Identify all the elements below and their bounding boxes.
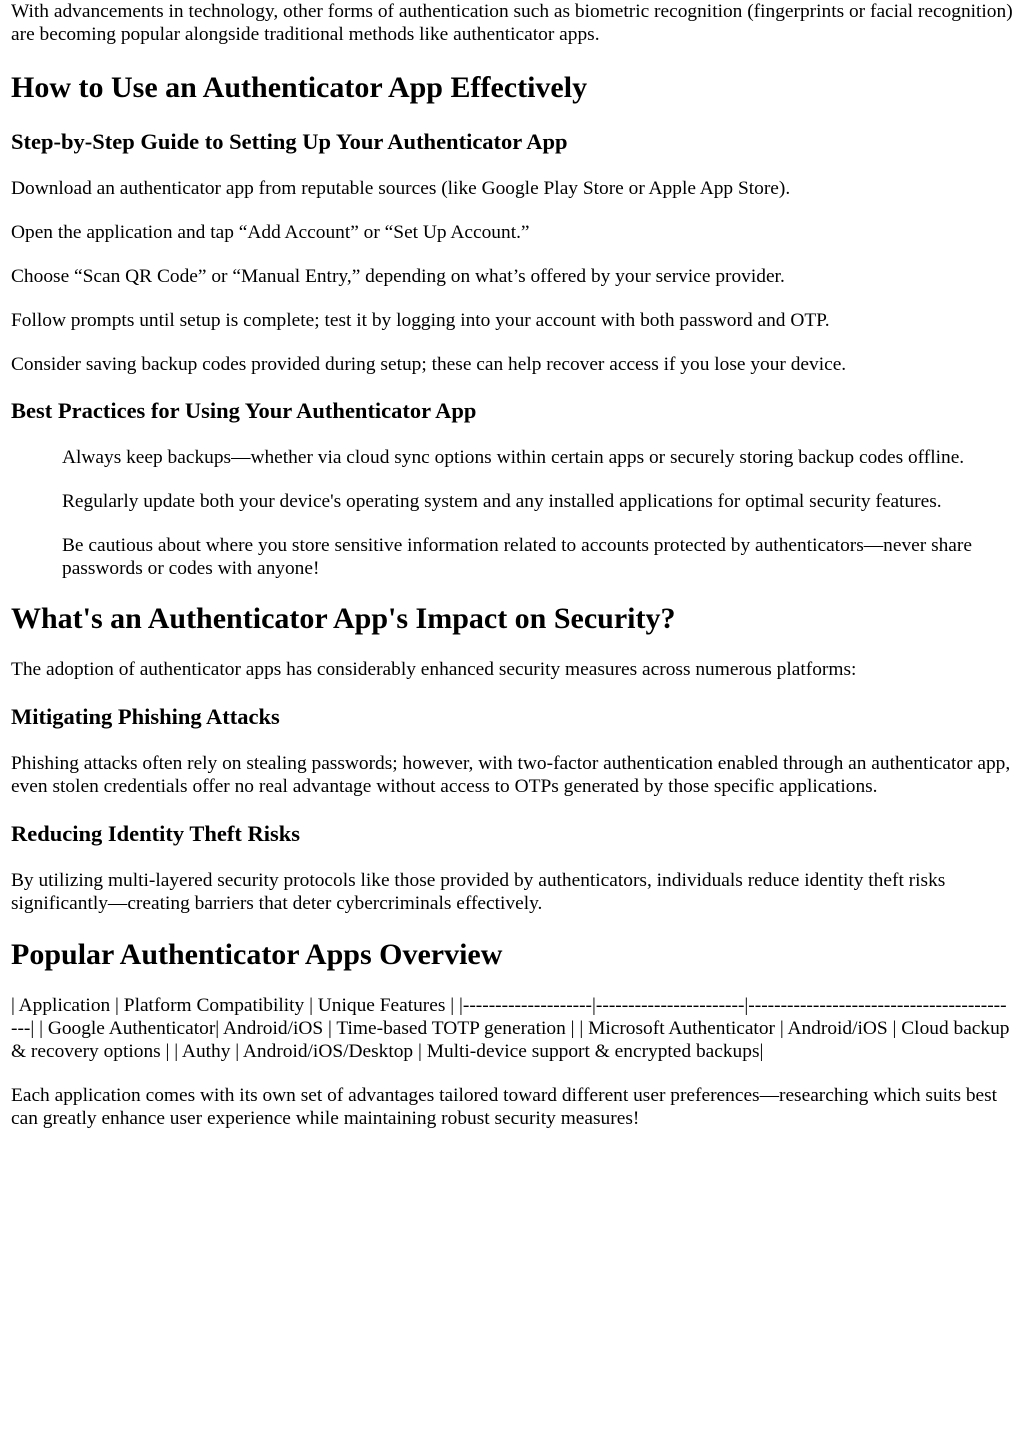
best-practices-quote xyxy=(11,446,1013,580)
best-practice-item: Be cautious about where you store sensitive information related to accounts protected by authenticators—never share passwords or codes with anyone! xyxy=(62,535,972,579)
section-heading-impact: What's an Authenticator App's Impact on Security? xyxy=(11,602,676,635)
setup-step: Consider saving backup codes provided during setup; these can help recover access if you lose your device. xyxy=(11,354,847,375)
setup-step: Open the application and tap “Add Account” or “Set Up Account.” xyxy=(11,222,530,243)
best-practice-item: Always keep backups—whether via cloud sync options within certain apps or securely storing backup codes offline. xyxy=(62,447,965,468)
impact-intro-paragraph: The adoption of authenticator apps has considerably enhanced security measures across numerous platforms: xyxy=(11,659,857,680)
setup-step: Download an authenticator app from reputable sources (like Google Play Store or Apple App Store). xyxy=(11,178,791,199)
subheading-setup-guide: Step-by-Step Guide to Setting Up Your Authenticator App xyxy=(11,129,568,154)
subheading-identity-theft: Reducing Identity Theft Risks xyxy=(11,821,301,846)
apps-table-text: | Application | Platform Compatibility | Unique Features | |--------------------|-----------------------|-------------------------------------------| | Google Authenticator| Android/iOS | Time-based TOTP generation | | Microsoft Authenticator | Android/iOS | Cloud backup & recovery options | | Authy | Android/iOS/Desktop | Multi-device support & encrypted backups| xyxy=(11,995,1010,1062)
phishing-paragraph: Phishing attacks often rely on stealing passwords; however, with two-factor authentication enabled through an authenticator app, even stolen credentials offer no real advantage without access to OTPs generated by those specific applications. xyxy=(11,753,1011,797)
section-heading-how-to-use: How to Use an Authenticator App Effectively xyxy=(11,71,588,104)
subheading-best-practices: Best Practices for Using Your Authenticator App xyxy=(11,398,477,423)
best-practice-item: Regularly update both your device's operating system and any installed applications for optimal security features. xyxy=(62,491,942,512)
setup-step: Follow prompts until setup is complete; test it by logging into your account with both password and OTP. xyxy=(11,310,830,331)
setup-step: Choose “Scan QR Code” or “Manual Entry,” depending on what’s offered by your service provider. xyxy=(11,266,785,287)
section-heading-popular-apps: Popular Authenticator Apps Overview xyxy=(11,938,503,971)
intro-paragraph: With advancements in technology, other forms of authentication such as biometric recognition (fingerprints or facial recognition) are becoming popular alongside traditional methods like authenticator apps. xyxy=(11,1,1013,45)
closing-paragraph: Each application comes with its own set of advantages tailored toward different user preferences—researching which suits best can greatly enhance user experience while maintaining robust security measures! xyxy=(11,1085,998,1129)
subheading-phishing: Mitigating Phishing Attacks xyxy=(11,704,280,729)
identity-theft-paragraph: By utilizing multi-layered security protocols like those provided by authenticators, individuals reduce identity theft risks significantly—creating barriers that deter cybercriminals effectively. xyxy=(11,870,946,914)
